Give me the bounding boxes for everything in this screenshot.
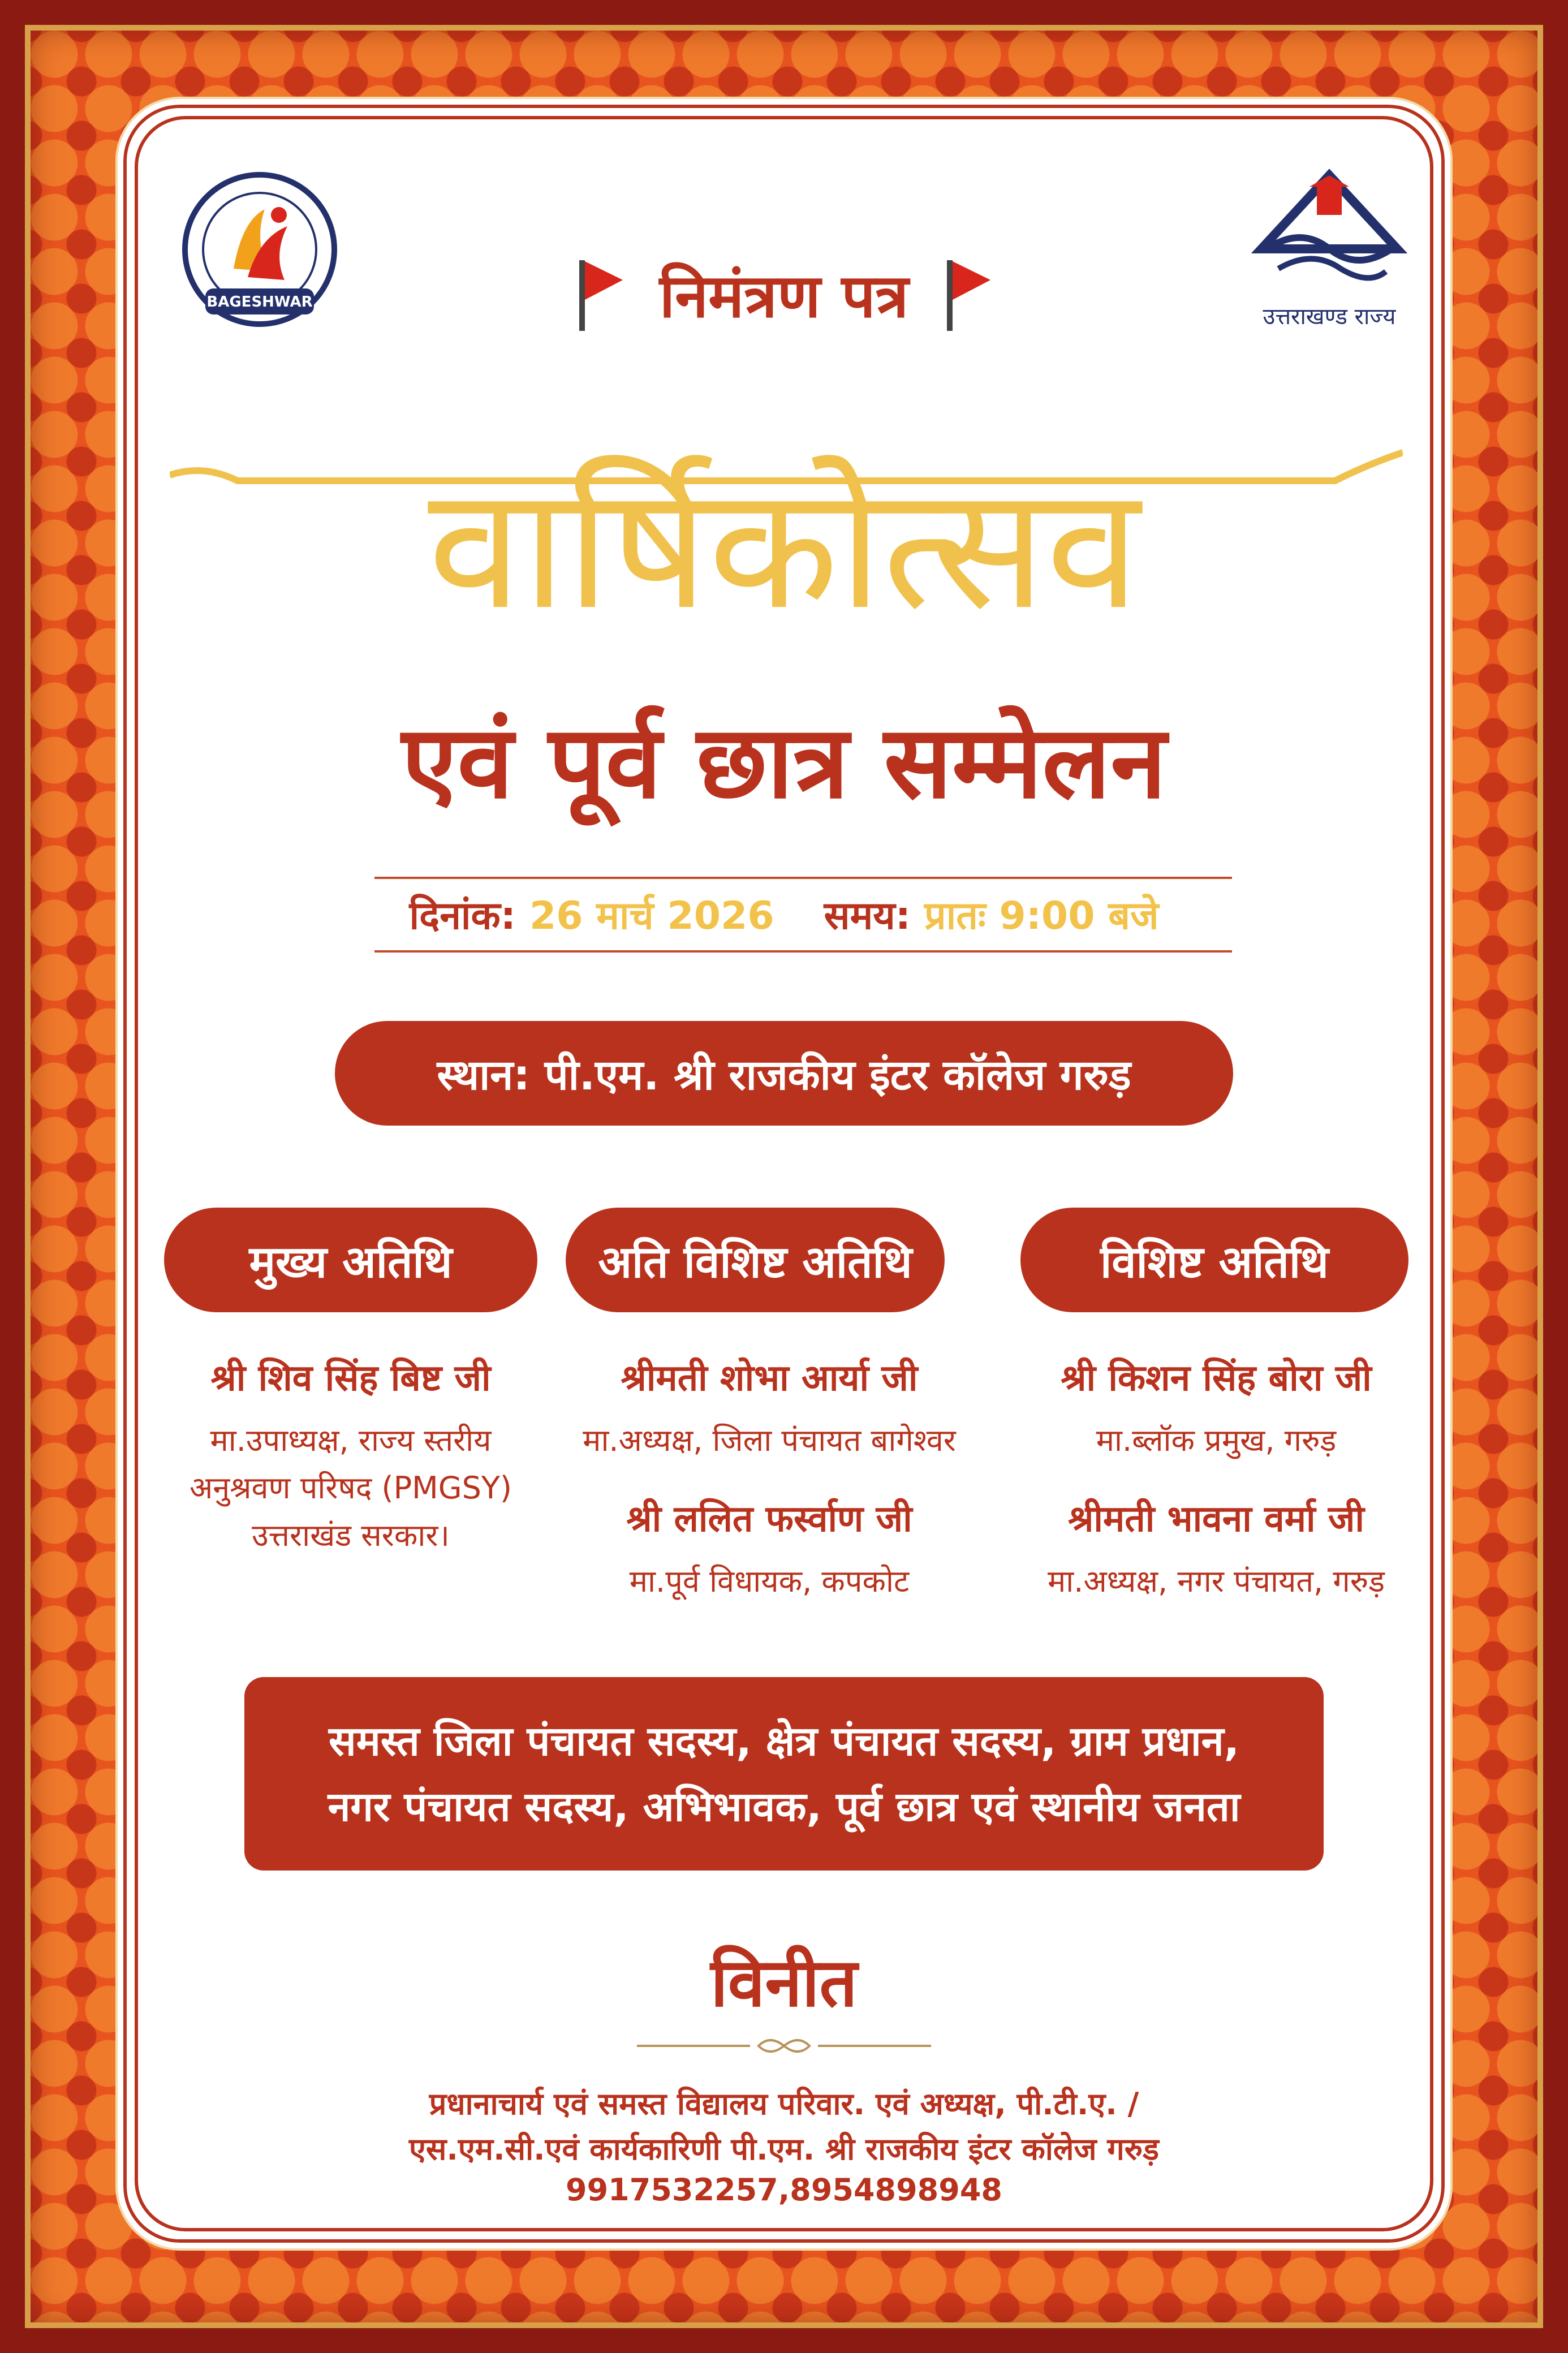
chief-guest-heading: मुख्य अतिथि [164,1208,537,1312]
footer-line: प्रधानाचार्य एवं समस्त विद्यालय परिवार. एवं अध्यक्ष, पी.टी.ए. / [429,2086,1139,2122]
guest-name: श्रीमती शोभा आर्या जी [621,1358,918,1399]
flag-icon [575,255,626,334]
invite-header [396,243,1172,345]
invite-title: निमंत्रण पत्र [659,261,909,331]
card-inner-border [135,116,1433,2231]
guest-desc: मा.अध्यक्ष, जिला पंचायत बागेश्वर [583,1423,956,1458]
footer-line: एस.एम.सी.एवं कार्यकारिणी पी.एम. श्री राजकीय इंटर कॉलेज गरुड़ [409,2131,1159,2167]
guest-desc: मा.अध्यक्ष, नगर पंचायत, गरुड़ [1048,1563,1385,1599]
contact-phones: 9917532257,8954898948 [566,2172,1002,2208]
guest-desc: मा.पूर्व विधायक, कपकोट [629,1563,910,1599]
date-label: दिनांक: [409,893,516,938]
invitees-box [244,1677,1324,1871]
date-value: 26 मार्च 2026 [529,893,774,938]
vinit-heading: विनीत [710,1943,858,2022]
venue-pill [335,1021,1233,1126]
very-special-guest-heading: अति विशिष्ट अतिथि [566,1208,945,1312]
invitees-line: नगर पंचायत सदस्य, अभिभावक, पूर्व छात्र एवं स्थानीय जनता [328,1783,1240,1830]
guest-desc-line: मा.उपाध्यक्ष, राज्य स्तरीय [210,1423,492,1458]
special-guest-block [1013,1352,1420,1605]
emblem-caption: उत्तराखण्ड राज्य [1263,304,1396,330]
flag-icon [942,255,993,334]
guest-name: श्रीमती भावना वर्मा जी [1068,1498,1364,1540]
time-label: समय: [824,893,911,938]
time-value: प्रातः 9:00 बजे [924,893,1159,938]
uttarakhand-emblem [1244,164,1414,328]
guest-name: श्री ललित फर्स्वाण जी [626,1498,912,1540]
main-title: वार्षिकोत्सव [428,450,1140,647]
guest-desc: मा.ब्लॉक प्रमुख, गरुड़ [1096,1423,1337,1458]
sub-title: एवं पूर्व छात्र सम्मेलन [402,704,1166,821]
guest-desc-line: अनुश्रवण परिषद (PMGSY) [189,1470,512,1506]
invitees-line: समस्त जिला पंचायत सदस्य, क्षेत्र पंचायत सदस्य, ग्राम प्रधान, [329,1717,1239,1765]
divider-top [374,877,1232,879]
special-guest-heading: विशिष्ट अतिथि [1020,1208,1408,1312]
college-logo-place: BAGESHWAR [206,294,313,311]
date-time-row [373,882,1195,945]
guest-name: श्री किशन सिंह बोरा जी [1061,1358,1372,1399]
college-logo [180,170,339,329]
very-special-guest-block [566,1352,973,1605]
guest-name: श्री शिव सिंह बिष्ट जी [210,1358,491,1399]
divider-bottom [374,950,1232,953]
ornament-divider [637,2035,931,2057]
venue-text: स्थान: पी.एम. श्री राजकीय इंटर कॉलेज गरुड़ [437,1051,1131,1100]
guest-desc-line: उत्तराखंड सरकार। [252,1518,450,1553]
chief-guest-block [153,1352,549,1559]
